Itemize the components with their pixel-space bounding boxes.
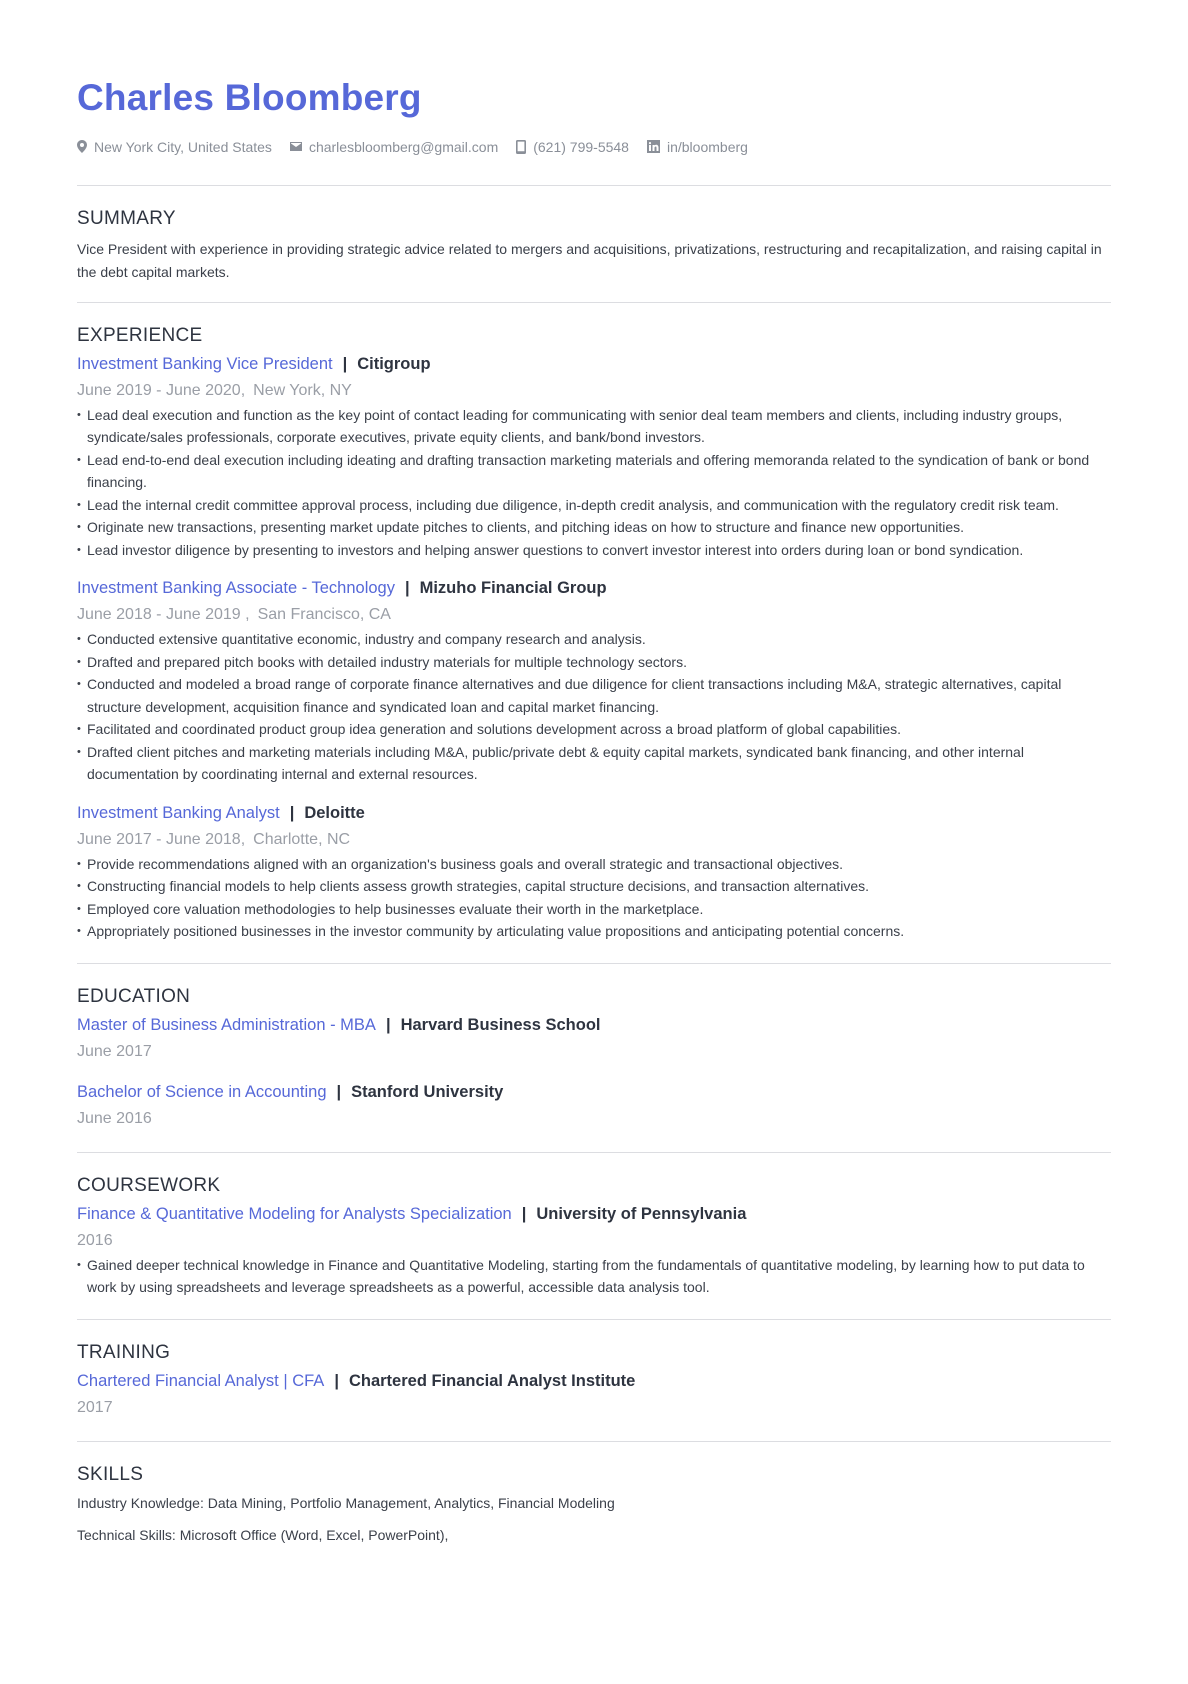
entry-header <box>77 575 1111 601</box>
bullet-item: • Originate new transactions, presenting market update pitches to clients, and pitching ideas on how to structure and finance new opportunities. <box>77 516 1111 539</box>
entry-location: New York, NY <box>253 381 352 399</box>
bullet-list <box>77 1254 1111 1299</box>
bullet-list <box>77 853 1111 943</box>
entry-item <box>77 1012 1111 1065</box>
entry-title: Investment Banking Vice President <box>77 354 333 373</box>
bullet-item: • Appropriately positioned businesses in the investor community by articulating value propositions and anticipating potential concerns. <box>77 920 1111 943</box>
contact-phone[interactable] <box>516 139 629 155</box>
entry-header <box>77 800 1111 826</box>
entry-separator: | <box>342 354 348 373</box>
entry-title: Bachelor of Science in Accounting <box>77 1082 327 1101</box>
experience-section <box>77 303 1111 963</box>
entry-header <box>77 351 1111 377</box>
bullet-item: • Drafted client pitches and marketing materials including M&A, public/private debt & equity capital markets, syndicated bank financing, and other internal documentation by coordinating internal and external resources. <box>77 741 1111 786</box>
contact-linkedin[interactable] <box>647 139 748 155</box>
location-text: New York City, United States <box>94 138 272 155</box>
contact-email[interactable] <box>290 139 498 155</box>
coursework-section <box>77 1153 1111 1319</box>
entry-header <box>77 1012 1111 1038</box>
bullet-list <box>77 404 1111 562</box>
bullet-item: • Lead investor diligence by presenting to investors and helping answer questions to convert investor interest into orders during loan or bond syndication. <box>77 539 1111 562</box>
contact-bar <box>77 139 1111 155</box>
training-title: TRAINING <box>77 1341 171 1363</box>
summary-text: Vice President with experience in providing strategic advice related to mergers and acquisitions, privatizations, restructuring and recapitalization, and raising capital in the debt capital markets. <box>77 240 1102 280</box>
entry-title: Finance & Quantitative Modeling for Analysts Specialization <box>77 1204 512 1223</box>
coursework-title: COURSEWORK <box>77 1174 221 1196</box>
linkedin-text[interactable]: in/bloomberg <box>666 138 748 155</box>
entry-location: Charlotte, NC <box>253 830 351 848</box>
bullet-list <box>77 628 1111 786</box>
skills-section <box>77 1442 1111 1576</box>
entry-meta <box>77 601 1111 628</box>
entry-meta <box>77 826 1111 853</box>
entry-meta <box>77 1105 1111 1132</box>
entry-separator: | <box>336 1082 342 1101</box>
education-list <box>77 1012 1111 1132</box>
experience-list <box>77 351 1111 943</box>
entry-location: San Francisco, CA <box>257 606 391 624</box>
bullet-item: • Constructing financial models to help clients assess growth strategies, capital structure decisions, and transaction alternatives. <box>77 875 1111 898</box>
phone-icon <box>516 140 526 154</box>
entry-title: Master of Business Administration - MBA <box>77 1015 376 1034</box>
entry-item <box>77 1079 1111 1132</box>
experience-title: EXPERIENCE <box>77 324 203 346</box>
entry-date: June 2017 - June 2018, <box>77 830 246 848</box>
location-pin-icon <box>77 140 87 153</box>
training-section <box>77 1320 1111 1441</box>
entry-organization: Chartered Financial Analyst Institute <box>348 1371 636 1390</box>
bullet-item: • Lead end-to-end deal execution including ideating and drafting transaction marketing materials and offering memoranda related to the syndication of bank or bond financing. <box>77 449 1111 494</box>
summary-title: SUMMARY <box>77 207 176 229</box>
entry-header <box>77 1201 1111 1227</box>
phone-text[interactable]: (621) 799-5548 <box>533 138 629 155</box>
entry-date: 2016 <box>77 1231 113 1249</box>
entry-item <box>77 351 1111 562</box>
contact-location <box>77 139 272 155</box>
bullet-item: • Provide recommendations aligned with an organization's business goals and overall strategic and transactional objectives. <box>77 853 1111 876</box>
entry-date: June 2017 <box>77 1042 152 1060</box>
entry-organization: Harvard Business School <box>400 1015 601 1034</box>
skills-technical: Technical Skills: Microsoft Office (Word, Excel, PowerPoint), <box>77 1526 449 1543</box>
candidate-name: Charles Bloomberg <box>77 77 422 118</box>
entry-item <box>77 1368 1111 1421</box>
skills-industry: Industry Knowledge: Data Mining, Portfolio Management, Analytics, Financial Modeling <box>77 1494 615 1511</box>
bullet-item: • Lead deal execution and function as the key point of contact leading for communicating with senior deal team members and clients, including industry groups, syndicate/sales professionals, corporate executives, private equity clients, and bank/bond investors. <box>77 404 1111 449</box>
entry-organization: Stanford University <box>351 1082 504 1101</box>
entry-separator: | <box>385 1015 391 1034</box>
entry-separator: | <box>289 803 295 822</box>
bullet-item: • Gained deeper technical knowledge in Finance and Quantitative Modeling, starting from the fundamentals of quantitative modeling, by learning how to put data to work by using spreadsheets and leverage spreadsheets as a powerful, accessible data analysis tool. <box>77 1254 1111 1299</box>
education-title: EDUCATION <box>77 985 191 1007</box>
summary-section <box>77 186 1111 302</box>
bullet-item: • Facilitated and coordinated product group idea generation and solutions development across a broad platform of global capabilities. <box>77 718 1111 741</box>
entry-header <box>77 1368 1111 1394</box>
bullet-item: • Drafted and prepared pitch books with detailed industry materials for multiple technology sectors. <box>77 651 1111 674</box>
entry-meta <box>77 1394 1111 1421</box>
entry-item <box>77 800 1111 943</box>
entry-title: Investment Banking Analyst <box>77 803 280 822</box>
email-text[interactable]: charlesbloomberg@gmail.com <box>308 138 499 155</box>
entry-date: 2017 <box>77 1398 113 1416</box>
coursework-list <box>77 1201 1111 1299</box>
entry-organization: Mizuho Financial Group <box>419 579 607 598</box>
training-list <box>77 1368 1111 1421</box>
entry-date: June 2016 <box>77 1109 152 1127</box>
entry-separator: | <box>521 1204 527 1223</box>
bullet-item: • Conducted extensive quantitative economic, industry and company research and analysis. <box>77 628 1111 651</box>
education-section <box>77 964 1111 1152</box>
entry-title: Investment Banking Associate - Technology <box>77 579 395 598</box>
entry-organization: University of Pennsylvania <box>536 1204 747 1223</box>
entry-organization: Deloitte <box>304 803 365 822</box>
bullet-item: • Conducted and modeled a broad range of corporate finance alternatives and due diligence for client transactions including M&A, strategic alternatives, capital structure development, acquisition finance and syndicated loan and capital market financing. <box>77 673 1111 718</box>
bullet-item: • Employed core valuation methodologies to help businesses evaluate their worth in the marketplace. <box>77 898 1111 921</box>
entry-item <box>77 575 1111 786</box>
linkedin-icon <box>647 140 660 153</box>
skills-title: SKILLS <box>77 1463 144 1485</box>
entry-separator: | <box>334 1371 339 1390</box>
entry-meta <box>77 377 1111 404</box>
bullet-item: • Lead the internal credit committee approval process, including due diligence, in-depth credit analysis, and communication with the regulatory credit risk team. <box>77 494 1111 517</box>
entry-organization: Citigroup <box>357 354 431 373</box>
entry-date: June 2019 - June 2020, <box>77 381 246 399</box>
entry-separator: | <box>404 579 410 598</box>
entry-title: Chartered Financial Analyst | CFA <box>77 1371 325 1390</box>
entry-date: June 2018 - June 2019 , <box>77 606 250 624</box>
envelope-icon <box>290 142 302 151</box>
entry-item <box>77 1201 1111 1299</box>
entry-meta <box>77 1227 1111 1254</box>
entry-meta <box>77 1038 1111 1065</box>
entry-header <box>77 1079 1111 1105</box>
